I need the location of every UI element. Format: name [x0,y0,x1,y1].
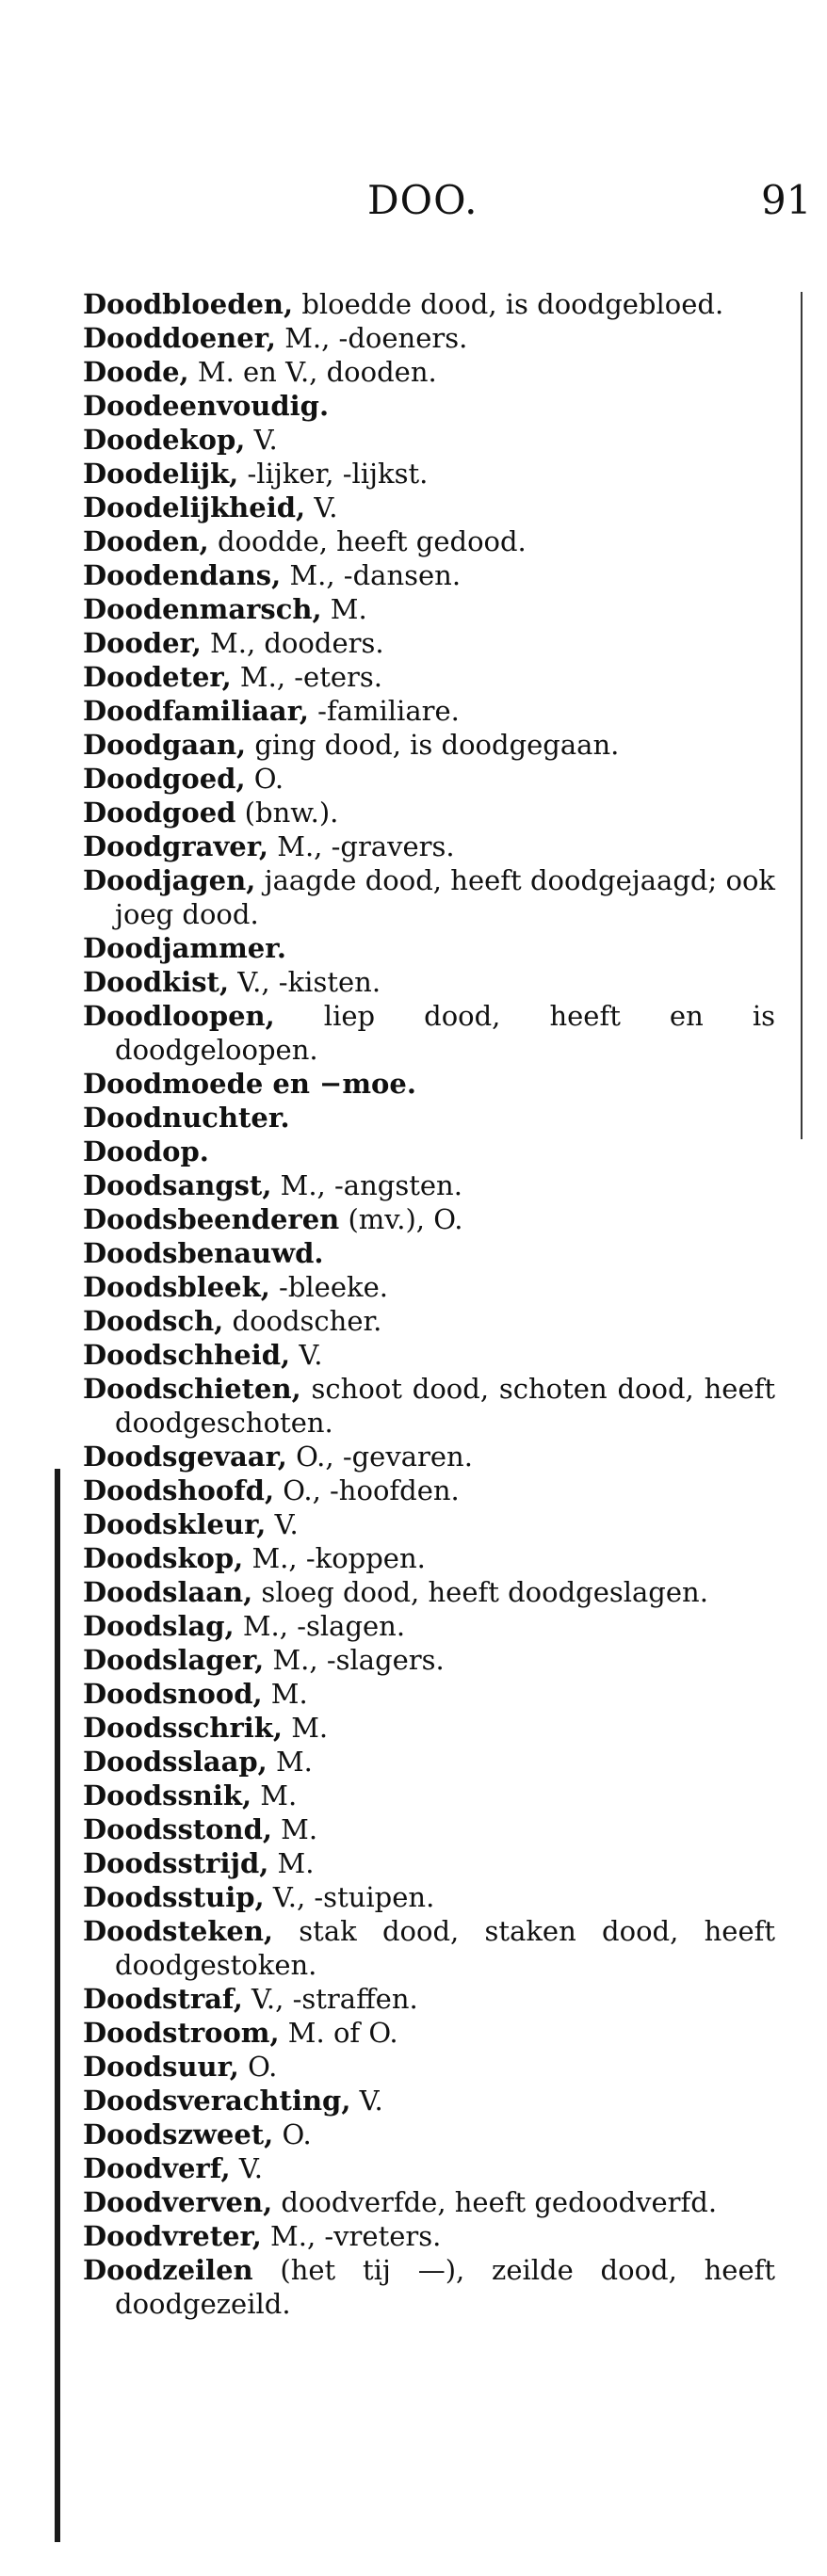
dictionary-entry [83,1541,775,1575]
dictionary-entry [83,2016,775,2050]
entry-definition: V., -straffen. [242,1983,418,2015]
entry-definition: M., -gravers. [268,830,455,862]
entry-headword: Doodloopen, [83,1000,275,1032]
dictionary-entry [83,1914,775,1982]
entry-headword: Doodvreter, [83,2220,262,2252]
entry-headword: Doodjagen, [83,864,256,896]
entry-definition: M. en V., dooden. [188,356,437,388]
entry-headword: Doodskleur, [83,1508,267,1540]
entry-headword: Doodsbenauwd. [83,1237,324,1269]
entry-headword: Doodop. [83,1135,209,1167]
entry-headword: Doodkist, [83,966,230,998]
entry-definition: O. [245,763,284,795]
dictionary-entry [83,796,775,829]
entry-definition: V. [230,2152,263,2184]
running-head: DOO. [367,177,478,223]
entry-definition: M. [271,1813,318,1845]
dictionary-entry [83,762,775,796]
entry-headword: Doodslager, [83,1644,265,1676]
entry-headword: Doodschheid, [83,1339,291,1371]
entry-headword: Doodelijk, [83,458,239,490]
entry-definition: V. [290,1339,323,1371]
dictionary-entry [83,1982,775,2016]
dictionary-entry [83,1236,775,1270]
entry-headword: Doodslaan, [83,1576,253,1608]
dictionary-entry [83,355,775,389]
dictionary-entry [83,491,775,524]
entry-definition: M., -slagers. [264,1644,445,1676]
dictionary-entry [83,1270,775,1304]
dictionary-entry [83,1473,775,1507]
entry-definition: -bleeke. [269,1271,388,1303]
entry-headword: Dooden, [83,525,209,557]
entry-definition: liep dood, heeft en is doodgeloopen. [115,1000,775,1066]
dictionary-entry [83,694,775,728]
column-rule-right [801,292,803,1139]
entry-headword: Doodsgevaar, [83,1441,287,1473]
entry-headword: Doodelijkheid, [83,491,306,523]
entry-definition: M., -slagen. [234,1610,406,1642]
entry-headword: Doode, [83,356,189,388]
entry-definition: O., -hoofden. [274,1474,460,1506]
entry-headword: Doodgoed [83,797,236,829]
dictionary-entry [83,965,775,999]
dictionary-entry [83,389,775,423]
entry-definition: doodverfde, heeft gedoodverfd. [272,2186,718,2218]
entry-headword: Doodschieten, [83,1373,301,1405]
dictionary-entry [83,2185,775,2219]
entry-headword: Doodszweet, [83,2118,274,2150]
dictionary-entry [83,1507,775,1541]
entry-definition: M., -angsten. [271,1169,462,1201]
dictionary-entry [83,728,775,762]
entry-definition: V. [350,2085,383,2117]
entry-definition: M. [268,1847,315,1879]
entry-headword: Doodskop, [83,1542,244,1574]
page-number: 91 [761,177,812,223]
entry-headword: Doodssnik, [83,1779,252,1811]
entry-headword: Doodsangst, [83,1169,272,1201]
dictionary-entry [83,863,775,931]
entry-definition: M. [267,1746,313,1778]
dictionary-entry [83,1067,775,1101]
dictionary-entries [83,287,775,2321]
entry-definition: -lijker, -lijkst. [238,458,429,490]
entry-definition: ging dood, is doodgegaan. [246,729,620,761]
entry-headword: Doodgraver, [83,830,269,862]
dictionary-entry [83,1677,775,1711]
dictionary-entry [83,2050,775,2084]
dictionary-entry [83,2117,775,2151]
dictionary-entry [83,1711,775,1745]
entry-definition: V. [266,1508,299,1540]
entry-headword: Doodsteken, [83,1915,274,1947]
dictionary-entry [83,321,775,355]
entry-definition: O. [238,2051,278,2083]
dictionary-entry [83,999,775,1067]
entry-headword: Doodgoed, [83,763,246,795]
entry-definition: (bnw.). [235,797,339,829]
entry-definition: schoot dood, schoten dood, heeft doodgeschoten. [115,1373,775,1439]
entry-definition: O. [273,2118,312,2150]
dictionary-entry [83,457,775,491]
dictionary-entry [83,626,775,660]
dictionary-entry [83,1643,775,1677]
dictionary-entry [83,1304,775,1338]
dictionary-entry [83,287,775,321]
entry-headword: Doodjammer. [83,932,286,964]
entry-definition: M., -eters. [231,661,382,693]
entry-headword: Doodstroom, [83,2017,280,2049]
dictionary-entry [83,2084,775,2117]
entry-definition: M. [321,593,367,625]
entry-definition: V. [305,491,338,523]
dictionary-entry [83,1609,775,1643]
dictionary-entry [83,1338,775,1372]
entry-headword: Doodstraf, [83,1983,243,2015]
entry-headword: Doodgaan, [83,729,247,761]
dictionary-entry [83,1168,775,1202]
entry-headword: Doodekop, [83,424,246,456]
entry-headword: Doodslag, [83,1610,235,1642]
entry-headword: Doodmoede en −moe. [83,1068,416,1100]
dictionary-entry [83,829,775,863]
entry-definition: jaagde dood, heeft doodgejaagd; ook joeg dood. [115,864,775,930]
dictionary-entry [83,1846,775,1880]
entry-headword: Doodshoofd, [83,1474,275,1506]
dictionary-entry [83,1372,775,1440]
entry-headword: Doodsch, [83,1305,224,1337]
entry-headword: Doodzeilen [83,2254,253,2286]
entry-headword: Doodsverachting, [83,2085,351,2117]
entry-headword: Doodbloeden, [83,288,294,320]
dictionary-entry [83,592,775,626]
entry-headword: Doodsbeenderen [83,1203,340,1235]
entry-definition: M. [251,1779,298,1811]
entry-definition: V., -stuipen. [264,1881,435,1913]
page-header [0,177,827,224]
entry-definition: M. [283,1712,329,1744]
dictionary-entry [83,2151,775,2185]
entry-definition: M., -koppen. [243,1542,426,1574]
dictionary-entry [83,1812,775,1846]
entry-definition: M. of O. [279,2017,398,2049]
entry-definition: (het tij —), zeilde dood, heeft doodgezeild. [115,2254,775,2320]
entry-headword: Doodendans, [83,559,282,591]
entry-headword: Doodfamiliaar, [83,695,309,727]
entry-headword: Doodverven, [83,2186,273,2218]
entry-headword: Doodsstond, [83,1813,272,1845]
dictionary-entry [83,660,775,694]
dictionary-entry [83,1779,775,1812]
entry-headword: Doodsstrijd, [83,1847,269,1879]
entry-definition: doodde, heeft gedood. [208,525,527,557]
entry-headword: Doodsschrik, [83,1712,283,1744]
entry-headword: Doodenmarsch, [83,593,322,625]
entry-definition: (mv.), O. [339,1203,463,1235]
entry-headword: Doodsuur, [83,2051,239,2083]
entry-headword: Doodsstuip, [83,1881,265,1913]
entry-definition: M., -dansen. [281,559,462,591]
entry-headword: Doodeenvoudig. [83,390,330,422]
dictionary-entry [83,1880,775,1914]
dictionary-entry [83,1575,775,1609]
entry-headword: Doodsbleek, [83,1271,270,1303]
dictionary-entry [83,1440,775,1473]
entry-definition: M. [262,1678,308,1710]
entry-definition: V., -kisten. [229,966,381,998]
dictionary-entry [83,1745,775,1779]
entry-definition: M., -vreters. [261,2220,442,2252]
entry-definition: V. [245,424,278,456]
entry-headword: Dooddoener, [83,322,276,354]
dictionary-entry [83,2219,775,2253]
entry-headword: Doodnuchter. [83,1102,290,1134]
dictionary-entry [83,2253,775,2321]
entry-definition: stak dood, staken dood, heeft doodgestoken. [115,1915,775,1981]
entry-definition: sloeg dood, heeft doodgeslagen. [252,1576,708,1608]
entry-definition: doodscher. [223,1305,382,1337]
entry-definition: M., -doeners. [275,322,468,354]
dictionary-entry [83,423,775,457]
entry-headword: Doodeter, [83,661,232,693]
dictionary-entry [83,524,775,558]
dictionary-entry [83,558,775,592]
entry-headword: Doodsslaap, [83,1746,268,1778]
dictionary-entry [83,1202,775,1236]
dictionary-entry [83,931,775,965]
entry-definition: O., -gevaren. [286,1441,473,1473]
entry-headword: Doodverf, [83,2152,231,2184]
entry-definition: M., dooders. [201,627,384,659]
entry-headword: Dooder, [83,627,202,659]
entry-definition: bloedde dood, is doodgebloed. [293,288,724,320]
dictionary-entry [83,1101,775,1135]
entry-definition: -familiare. [308,695,460,727]
entry-headword: Doodsnood, [83,1678,263,1710]
dictionary-entry [83,1135,775,1168]
binding-edge-rule [55,1469,60,2542]
